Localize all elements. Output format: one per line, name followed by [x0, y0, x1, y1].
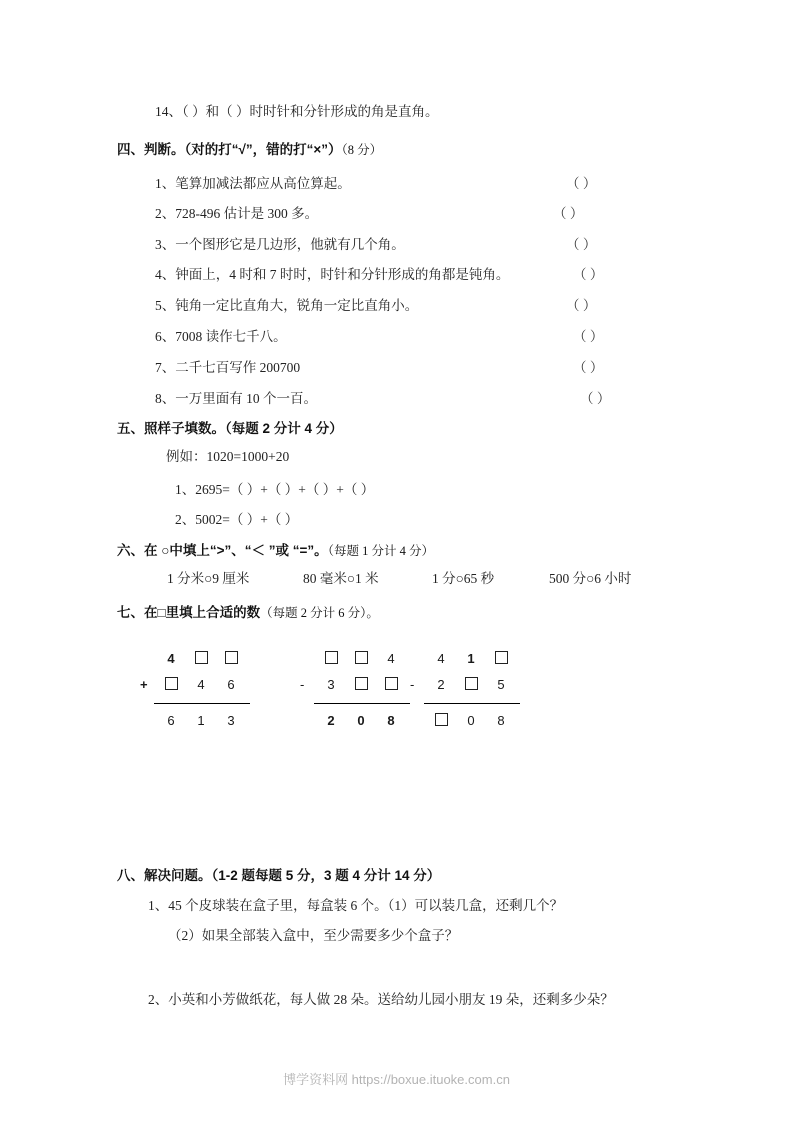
s4-item-5: 5、钝角一定比直角大，锐角一定比直角小。: [155, 298, 419, 313]
s7-p2-top-d1[interactable]: [316, 651, 346, 666]
blank-square-icon: [225, 651, 238, 664]
s5-item-1[interactable]: 1、2695=（ ）+（ ）+（ ）+（ ）: [175, 482, 375, 497]
s7-p1-top-d3[interactable]: [216, 651, 246, 666]
s7-p2-bottom-row: [300, 671, 410, 697]
s7-p1-bot-d3: 6: [227, 676, 235, 692]
section-6-title: 六、在 ○中填上“>”、“＜ ”或 “=”。: [117, 543, 328, 558]
s4-answer-6[interactable]: （ ）: [573, 329, 604, 344]
s7-p1-bottom-row: [140, 671, 250, 697]
s7-p2-res-d2: 0: [357, 712, 365, 728]
footer-watermark: 博学资料网 https://boxue.ituoke.com.cn: [283, 1072, 510, 1087]
blank-square-icon: [435, 713, 448, 726]
s4-answer-4[interactable]: （ ）: [573, 267, 604, 282]
s7-p2-rule: [314, 703, 410, 704]
blank-square-icon: [495, 651, 508, 664]
s6-comparison-3[interactable]: 1 分○65 秒: [432, 571, 495, 586]
s4-item-4: 4、钟面上，4 时和 7 时时，时针和分针形成的角都是钝角。: [155, 267, 510, 282]
section-4-title: 四、判断。（对的打“√”，错的打“×”）: [117, 142, 342, 157]
s7-problem-2[interactable]: [300, 645, 410, 733]
section-6-heading: [117, 539, 434, 559]
blank-square-icon: [355, 677, 368, 690]
s7-p3-res-d1[interactable]: [426, 713, 456, 728]
s4-item-7: 7、二千七百写作 200700: [155, 360, 301, 375]
s8-item-1-part-2: （2）如果全部装入盒中，至少需要多少个盒子？: [168, 928, 459, 943]
section-7-points: （每题 2 分计 6 分）。: [260, 606, 379, 620]
s8-item-1: 1、45 个皮球装在盒子里，每盒装 6 个。（1）可以装几盒，还剩几个？: [148, 898, 564, 913]
s4-item-2: 2、728-496 估计是 300 多。: [155, 206, 319, 221]
s6-comparison-4[interactable]: 500 分○6 小时: [549, 571, 632, 586]
s7-p3-rule: [424, 703, 520, 704]
s4-item-8: 8、一万里面有 10 个一百。: [155, 391, 317, 406]
s7-p1-top-d1: 4: [167, 650, 175, 666]
s7-p2-bot-d3[interactable]: [376, 677, 406, 692]
s7-p2-operator: -: [300, 676, 305, 692]
s7-p3-top-d2: 1: [467, 650, 475, 666]
s7-p1-rule: [154, 703, 250, 704]
s4-answer-7[interactable]: （ ）: [573, 360, 604, 375]
s4-answer-8[interactable]: （ ）: [580, 391, 611, 406]
s7-p2-top-row: [300, 645, 410, 671]
s4-answer-1[interactable]: （ ）: [566, 176, 597, 191]
s4-answer-3[interactable]: （ ）: [566, 237, 597, 252]
s7-p2-bot-d2[interactable]: [346, 677, 376, 692]
s5-item-2[interactable]: 2、5002=（ ）+（ ）: [175, 512, 299, 527]
section-7-title: 七、在□里填上合适的数: [117, 605, 261, 620]
s7-p1-res-d1: 6: [167, 712, 175, 728]
carryover-item-14: 14、（ ）和（ ）时时针和分针形成的角是直角。: [155, 104, 439, 119]
blank-square-icon: [325, 651, 338, 664]
s7-p1-top-d2[interactable]: [186, 651, 216, 666]
s7-p3-bot-d3: 5: [497, 676, 505, 692]
s7-p3-result-row: [410, 707, 520, 733]
s4-item-3: 3、一个图形它是几边形，他就有几个角。: [155, 237, 405, 252]
s7-p1-res-d3: 3: [227, 712, 235, 728]
s7-p3-bottom-row: [410, 671, 520, 697]
blank-square-icon: [385, 677, 398, 690]
section-5-heading: 五、照样子填数。（每题 2 分计 4 分）: [117, 421, 343, 436]
s7-p1-result-row: [140, 707, 250, 733]
s7-p3-top-row: [410, 645, 520, 671]
section-8-heading: 八、解决问题。（1-2 题每题 5 分，3 题 4 分计 14 分）: [117, 868, 441, 883]
s7-p1-top-row: [140, 645, 250, 671]
s7-p3-bot-d1: 2: [437, 676, 445, 692]
s7-p2-bot-d1: 3: [327, 676, 335, 692]
s7-p3-bot-d2[interactable]: [456, 677, 486, 692]
s7-p3-top-d3[interactable]: [486, 651, 516, 666]
s4-answer-2[interactable]: （ ）: [553, 206, 584, 221]
section-4-heading: [117, 138, 382, 158]
s4-item-6: 6、7008 读作七千八。: [155, 329, 287, 344]
s4-answer-5[interactable]: （ ）: [566, 298, 597, 313]
s7-p3-res-d3: 8: [497, 712, 505, 728]
section-4-points: （8 分）: [341, 143, 383, 157]
s7-p2-result-row: [300, 707, 410, 733]
s7-p3-operator: -: [410, 676, 415, 692]
s7-p1-operator: +: [140, 676, 148, 692]
blank-square-icon: [465, 677, 478, 690]
s6-comparison-1[interactable]: 1 分米○9 厘米: [167, 571, 250, 586]
section-6-points: （每题 1 分计 4 分）: [327, 544, 434, 558]
s7-p2-res-d1: 2: [327, 712, 335, 728]
s6-comparison-2[interactable]: 80 毫米○1 米: [303, 571, 379, 586]
section-7-heading: [117, 601, 379, 621]
s7-p2-res-d3: 8: [387, 712, 395, 728]
s7-problem-1[interactable]: [140, 645, 250, 733]
s5-example: 例如：1020=1000+20: [166, 449, 290, 464]
s7-p1-bot-d2: 4: [197, 676, 205, 692]
s7-p2-top-d3: 4: [387, 650, 395, 666]
s7-p2-top-d2[interactable]: [346, 651, 376, 666]
s7-p3-top-d1: 4: [437, 650, 445, 666]
blank-square-icon: [195, 651, 208, 664]
s7-p1-bot-d1[interactable]: [156, 677, 186, 692]
s7-problem-3[interactable]: [410, 645, 520, 733]
s8-item-2: 2、小英和小芳做纸花，每人做 28 朵。送给幼儿园小朋友 19 朵，还剩多少朵？: [148, 992, 614, 1007]
blank-square-icon: [355, 651, 368, 664]
s7-p1-res-d2: 1: [197, 712, 205, 728]
s4-item-1: 1、笔算加减法都应从高位算起。: [155, 176, 351, 191]
blank-square-icon: [165, 677, 178, 690]
s7-p3-res-d2: 0: [467, 712, 475, 728]
